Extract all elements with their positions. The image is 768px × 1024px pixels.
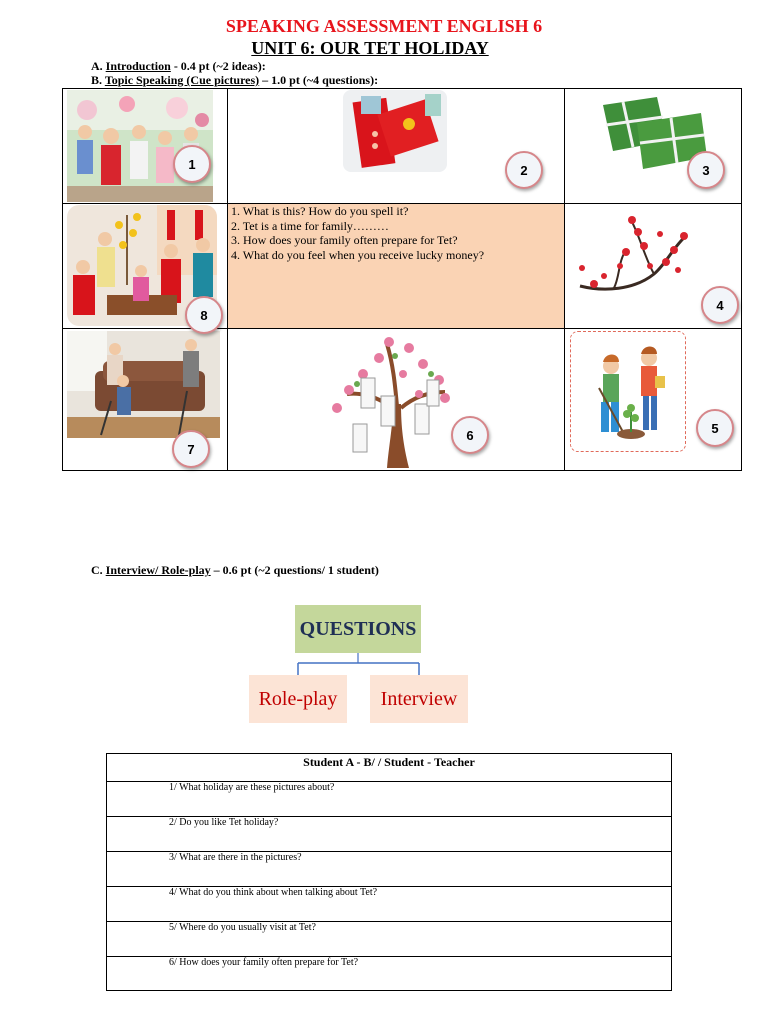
picture-number-badge: 2 [505,151,543,189]
grid-border-right [741,88,742,471]
interview-question-table [106,753,672,991]
grid-border-top [62,88,742,89]
cue-question-1: 1. What is this? How do you spell it? [231,204,409,218]
picture-number-badge: 3 [687,151,725,189]
section-c-name: Interview/ Role-play [105,563,211,577]
picture-number-badge: 7 [172,430,210,468]
table-row [107,886,671,922]
lucky-money-envelope-image [343,90,447,172]
family-cleaning-image [67,331,220,438]
picture-number-badge: 4 [701,286,739,324]
cue-question-3: 3. How does your family often prepare for Tet? [231,233,458,247]
question-text: 1/ What holiday are these pictures about? [169,782,335,793]
grid-border-left [62,88,63,471]
grid-col-divider [564,88,565,471]
grid-border-bottom [62,470,742,471]
table-row [107,851,671,887]
grid-row-divider [62,328,742,329]
question-text: 4/ What do you think about when talking about Tet? [169,887,378,898]
picture-number-badge: 5 [696,409,734,447]
picture-number-badge: 6 [451,416,489,454]
section-b-heading: B. Topic Speaking (Cue pictures) – 1.0 pt (~4 questions): [91,73,379,87]
table-row [107,816,671,852]
section-c-heading: C. Interview/ Role-play – 0.6 pt (~2 questions/ 1 student) [91,563,379,577]
picture-number-badge: 8 [185,296,223,334]
cue-question-2: 2. Tet is a time for family……… [231,219,389,233]
section-b-name: Topic Speaking (Cue pictures) [104,73,260,87]
table-row [107,921,671,957]
question-text: 3/ What are there in the pictures? [169,852,302,863]
table-header: Student A - B/ / Student - Teacher [303,755,475,769]
diagram-connectors [290,653,430,675]
interview-box: Interview [370,675,468,723]
grid-col-divider [227,88,228,471]
peach-blossom-branch-image [574,206,694,306]
question-text: 6/ How does your family often prepare for Tet? [169,957,359,968]
kids-planting-tree-image [570,331,686,452]
wish-tree-image [323,334,463,468]
section-a-name: Introduction [105,59,171,73]
table-row [107,956,671,991]
cue-question-4: 4. What do you feel when you receive lucky money? [231,248,485,262]
role-play-box: Role-play [249,675,347,723]
table-row [107,781,671,817]
picture-number-badge: 1 [173,145,211,183]
section-a-heading: A. Introduction - 0.4 pt (~2 ideas): [91,59,266,73]
unit-title: UNIT 6: OUR TET HOLIDAY [251,38,489,58]
questions-root-box: QUESTIONS [295,605,421,653]
question-text: 2/ Do you like Tet holiday? [169,817,279,828]
page-title: SPEAKING ASSESSMENT ENGLISH 6 [225,16,543,36]
question-text: 5/ Where do you usually visit at Tet? [169,922,316,933]
